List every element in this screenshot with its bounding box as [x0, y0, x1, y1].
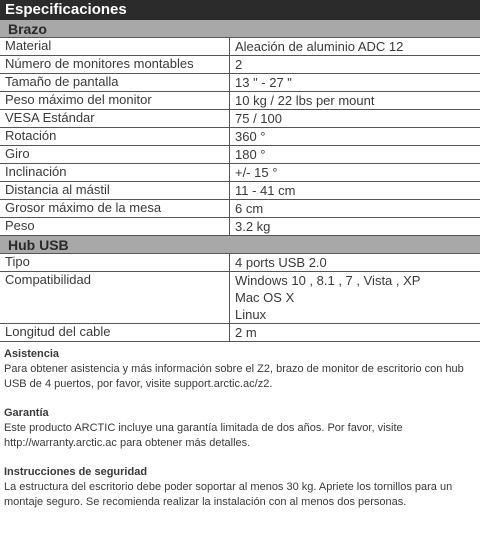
spec-key-text: Tamaño de pantalla	[5, 74, 119, 89]
note-block	[4, 347, 476, 392]
spec-row	[0, 324, 480, 342]
spec-value	[230, 128, 480, 145]
spec-key-text: Peso	[5, 218, 35, 233]
spec-value	[230, 56, 480, 73]
spec-key	[0, 164, 230, 181]
spec-row	[0, 38, 480, 56]
spec-title: Especificaciones	[0, 0, 480, 20]
spec-key	[0, 324, 230, 341]
spec-value-line: Windows 10 , 8.1 , 7 , Vista , XP	[235, 273, 421, 288]
section-header: Hub USB	[0, 236, 480, 254]
spec-value-line: 4 ports USB 2.0	[235, 255, 327, 270]
spec-key-text: Longitud del cable	[5, 324, 111, 339]
spec-key	[0, 272, 230, 323]
spec-key-text: Grosor máximo de la mesa	[5, 200, 162, 215]
spec-key-text: VESA Estándar	[5, 110, 95, 125]
spec-value	[230, 164, 480, 181]
spec-value-line: 2	[235, 57, 243, 72]
spec-key	[0, 92, 230, 109]
spec-key	[0, 200, 230, 217]
spec-key-text: Tipo	[5, 254, 30, 269]
spec-value-line: 10 kg / 22 lbs per mount	[235, 93, 375, 108]
spec-value-line: 3.2 kg	[235, 219, 271, 234]
spec-value-line: Mac OS X	[235, 290, 295, 305]
spec-value-line: Aleación de aluminio ADC 12	[235, 39, 404, 54]
spec-key	[0, 56, 230, 73]
spec-value-line: 75 / 100	[235, 111, 282, 126]
spec-value	[230, 74, 480, 91]
spec-key	[0, 110, 230, 127]
spec-sections	[0, 20, 480, 342]
spec-row	[0, 56, 480, 74]
spec-row	[0, 110, 480, 128]
spec-value	[230, 38, 480, 55]
spec-value	[230, 110, 480, 127]
spec-row	[0, 92, 480, 110]
spec-value-line: 11 - 41 cm	[235, 183, 296, 198]
spec-value-line: 2 m	[235, 325, 257, 340]
spec-row	[0, 200, 480, 218]
spec-value-line: Linux	[235, 307, 267, 322]
spec-row	[0, 164, 480, 182]
spec-key-text: Peso máximo del monitor	[5, 92, 152, 107]
spec-key-text: Distancia al mástil	[5, 182, 110, 197]
spec-value	[230, 146, 480, 163]
spec-row	[0, 254, 480, 272]
spec-value-line: 360 °	[235, 129, 266, 144]
spec-key	[0, 182, 230, 199]
spec-value	[230, 272, 480, 323]
spec-row	[0, 74, 480, 92]
spec-key	[0, 128, 230, 145]
spec-value-line: 13 " - 27 "	[235, 75, 292, 90]
note-heading: Instrucciones de seguridad	[4, 466, 148, 478]
spec-key-text: Compatibilidad	[5, 272, 91, 287]
note-heading: Asistencia	[4, 348, 60, 360]
spec-value	[230, 200, 480, 217]
spec-key-text: Número de monitores montables	[5, 56, 194, 71]
spec-key	[0, 254, 230, 271]
spec-value-line: 6 cm	[235, 201, 264, 216]
spec-row	[0, 182, 480, 200]
spec-row	[0, 272, 480, 324]
spec-value	[230, 324, 480, 341]
section-header: Brazo	[0, 20, 480, 38]
spec-key-text: Giro	[5, 146, 30, 161]
note-heading: Garantía	[4, 407, 49, 419]
spec-key-text: Rotación	[5, 128, 57, 143]
spec-value	[230, 182, 480, 199]
spec-value-line: 180 °	[235, 147, 266, 162]
spec-key	[0, 218, 230, 235]
spec-value	[230, 218, 480, 235]
spec-key	[0, 38, 230, 55]
note-block	[4, 465, 476, 510]
note-text: Este producto ARCTIC incluye una garantía limitada de dos años. Por favor, visite http://warranty.arctic.ac para obtener más detalles.	[4, 422, 403, 449]
spec-key	[0, 74, 230, 91]
spec-value-line: +/- 15 °	[235, 165, 278, 180]
note-text: La estructura del escritorio debe poder soportar al menos 30 kg. Apriete los tornillos para un montaje seguro. Se recomienda realizar la instalación con al menos dos personas.	[4, 481, 453, 508]
spec-row	[0, 218, 480, 236]
spec-row	[0, 146, 480, 164]
spec-key	[0, 146, 230, 163]
spec-key-text: Material	[5, 38, 52, 53]
spec-value	[230, 92, 480, 109]
spec-value	[230, 254, 480, 271]
note-block	[4, 406, 476, 451]
notes	[0, 342, 480, 510]
spec-key-text: Inclinación	[5, 164, 67, 179]
spec-row	[0, 128, 480, 146]
note-text: Para obtener asistencia y más información sobre el Z2, brazo de monitor de escritorio con hub USB de 4 puertos, por favor, visite support.arctic.ac/z2.	[4, 363, 464, 390]
